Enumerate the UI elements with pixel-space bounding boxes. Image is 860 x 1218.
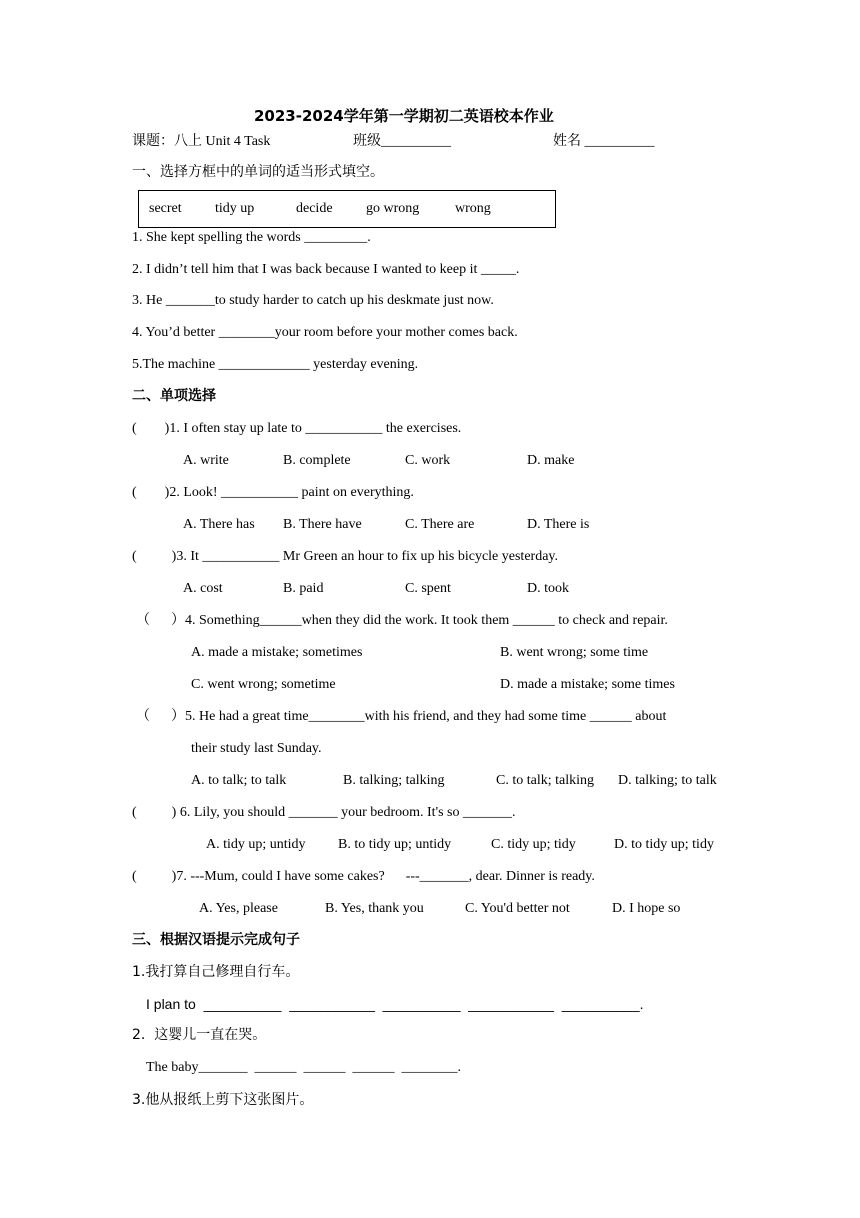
page-title: 2023-2024学年第一学期初二英语校本作业	[254, 107, 554, 125]
mc-option[interactable]: C. spent	[405, 581, 451, 596]
class-field[interactable]: 班级__________	[353, 134, 451, 149]
mc-option[interactable]: B. complete	[283, 453, 351, 468]
name-field[interactable]: 姓名 __________	[553, 134, 655, 149]
mc-option[interactable]: C. work	[405, 453, 451, 468]
mc-question-stem[interactable]: ( )2. Look! ___________ paint on everything.	[132, 485, 414, 500]
mc-option[interactable]: D. to tidy up; tidy	[614, 837, 714, 852]
mc-question-stem[interactable]: （ ）4. Something______when they did the work. It took them ______ to check and repair.	[136, 613, 668, 628]
mc-option[interactable]: B. went wrong; some time	[500, 645, 649, 660]
translation-prompt: 2. 这婴儿一直在哭。	[132, 1027, 267, 1043]
mc-question-stem[interactable]: ( )1. I often stay up late to ___________ the exercises.	[132, 421, 462, 436]
mc-question-stem[interactable]: ( ) 6. Lily, you should _______ your bedroom. It's so _______.	[132, 805, 516, 820]
word-item: secret	[149, 201, 182, 216]
mc-option[interactable]: A. write	[183, 453, 229, 468]
translation-prompt: 3.他从报纸上剪下这张图片。	[132, 1092, 314, 1108]
mc-option[interactable]: C. tidy up; tidy	[491, 837, 576, 852]
mc-question-stem[interactable]: （ ）5. He had a great time________with his friend, and they had some time ______ about	[136, 709, 667, 724]
fill-question[interactable]: 5.The machine _____________ yesterday evening.	[132, 357, 419, 372]
topic-label: 课题：八上 Unit 4 Task	[132, 134, 271, 149]
mc-option[interactable]: A. tidy up; untidy	[206, 837, 306, 852]
word-item: wrong	[455, 201, 491, 216]
mc-option[interactable]: D. made a mistake; some times	[500, 677, 675, 692]
mc-option[interactable]: D. There is	[527, 517, 590, 532]
mc-option[interactable]: A. There has	[183, 517, 255, 532]
translation-prompt: 1.我打算自己修理自行车。	[132, 964, 300, 980]
mc-option[interactable]: C. There are	[405, 517, 475, 532]
fill-question[interactable]: 4. You’d better ________your room before your mother comes back.	[132, 325, 518, 340]
mc-question-stem[interactable]: ( )7. ---Mum, could I have some cakes? ---_______, dear. Dinner is ready.	[132, 869, 595, 884]
word-item: tidy up	[215, 201, 255, 216]
mc-option[interactable]: A. Yes, please	[199, 901, 278, 916]
word-item: go wrong	[366, 201, 420, 216]
mc-option[interactable]: B. There have	[283, 517, 362, 532]
word-item: decide	[296, 201, 333, 216]
fill-question[interactable]: 1. She kept spelling the words _________.	[132, 230, 371, 245]
section3-heading: 三、根据汉语提示完成句子	[132, 932, 300, 948]
mc-option[interactable]: A. cost	[183, 581, 223, 596]
mc-option[interactable]: B. Yes, thank you	[325, 901, 424, 916]
mc-option[interactable]: D. I hope so	[612, 901, 681, 916]
mc-option[interactable]: D. make	[527, 453, 575, 468]
mc-option[interactable]: C. went wrong; sometime	[191, 677, 336, 692]
mc-option[interactable]: B. talking; talking	[343, 773, 445, 788]
translation-answer[interactable]: The baby_______ ______ ______ ______ ________.	[146, 1060, 461, 1075]
mc-option[interactable]: D. talking; to talk	[618, 773, 717, 788]
section1-heading: 一、选择方框中的单词的适当形式填空。	[132, 164, 384, 180]
fill-question[interactable]: 3. He _______to study harder to catch up his deskmate just now.	[132, 293, 494, 308]
word-box	[138, 190, 556, 228]
mc-question-stem[interactable]: ( )3. It ___________ Mr Green an hour to fix up his bicycle yesterday.	[132, 549, 558, 564]
translation-answer[interactable]: I plan to __________ ___________ __________ ___________ __________.	[146, 996, 644, 1012]
mc-option[interactable]: C. to talk; talking	[496, 773, 594, 788]
mc-question-stem-continued: their study last Sunday.	[191, 741, 322, 756]
mc-option[interactable]: C. You'd better not	[465, 901, 570, 916]
fill-question[interactable]: 2. I didn’t tell him that I was back because I wanted to keep it _____.	[132, 262, 520, 277]
mc-option[interactable]: A. to talk; to talk	[191, 773, 287, 788]
mc-option[interactable]: B. to tidy up; untidy	[338, 837, 452, 852]
mc-option[interactable]: D. took	[527, 581, 569, 596]
mc-option[interactable]: B. paid	[283, 581, 324, 596]
section2-heading: 二、单项选择	[132, 388, 216, 404]
mc-option[interactable]: A. made a mistake; sometimes	[191, 645, 363, 660]
